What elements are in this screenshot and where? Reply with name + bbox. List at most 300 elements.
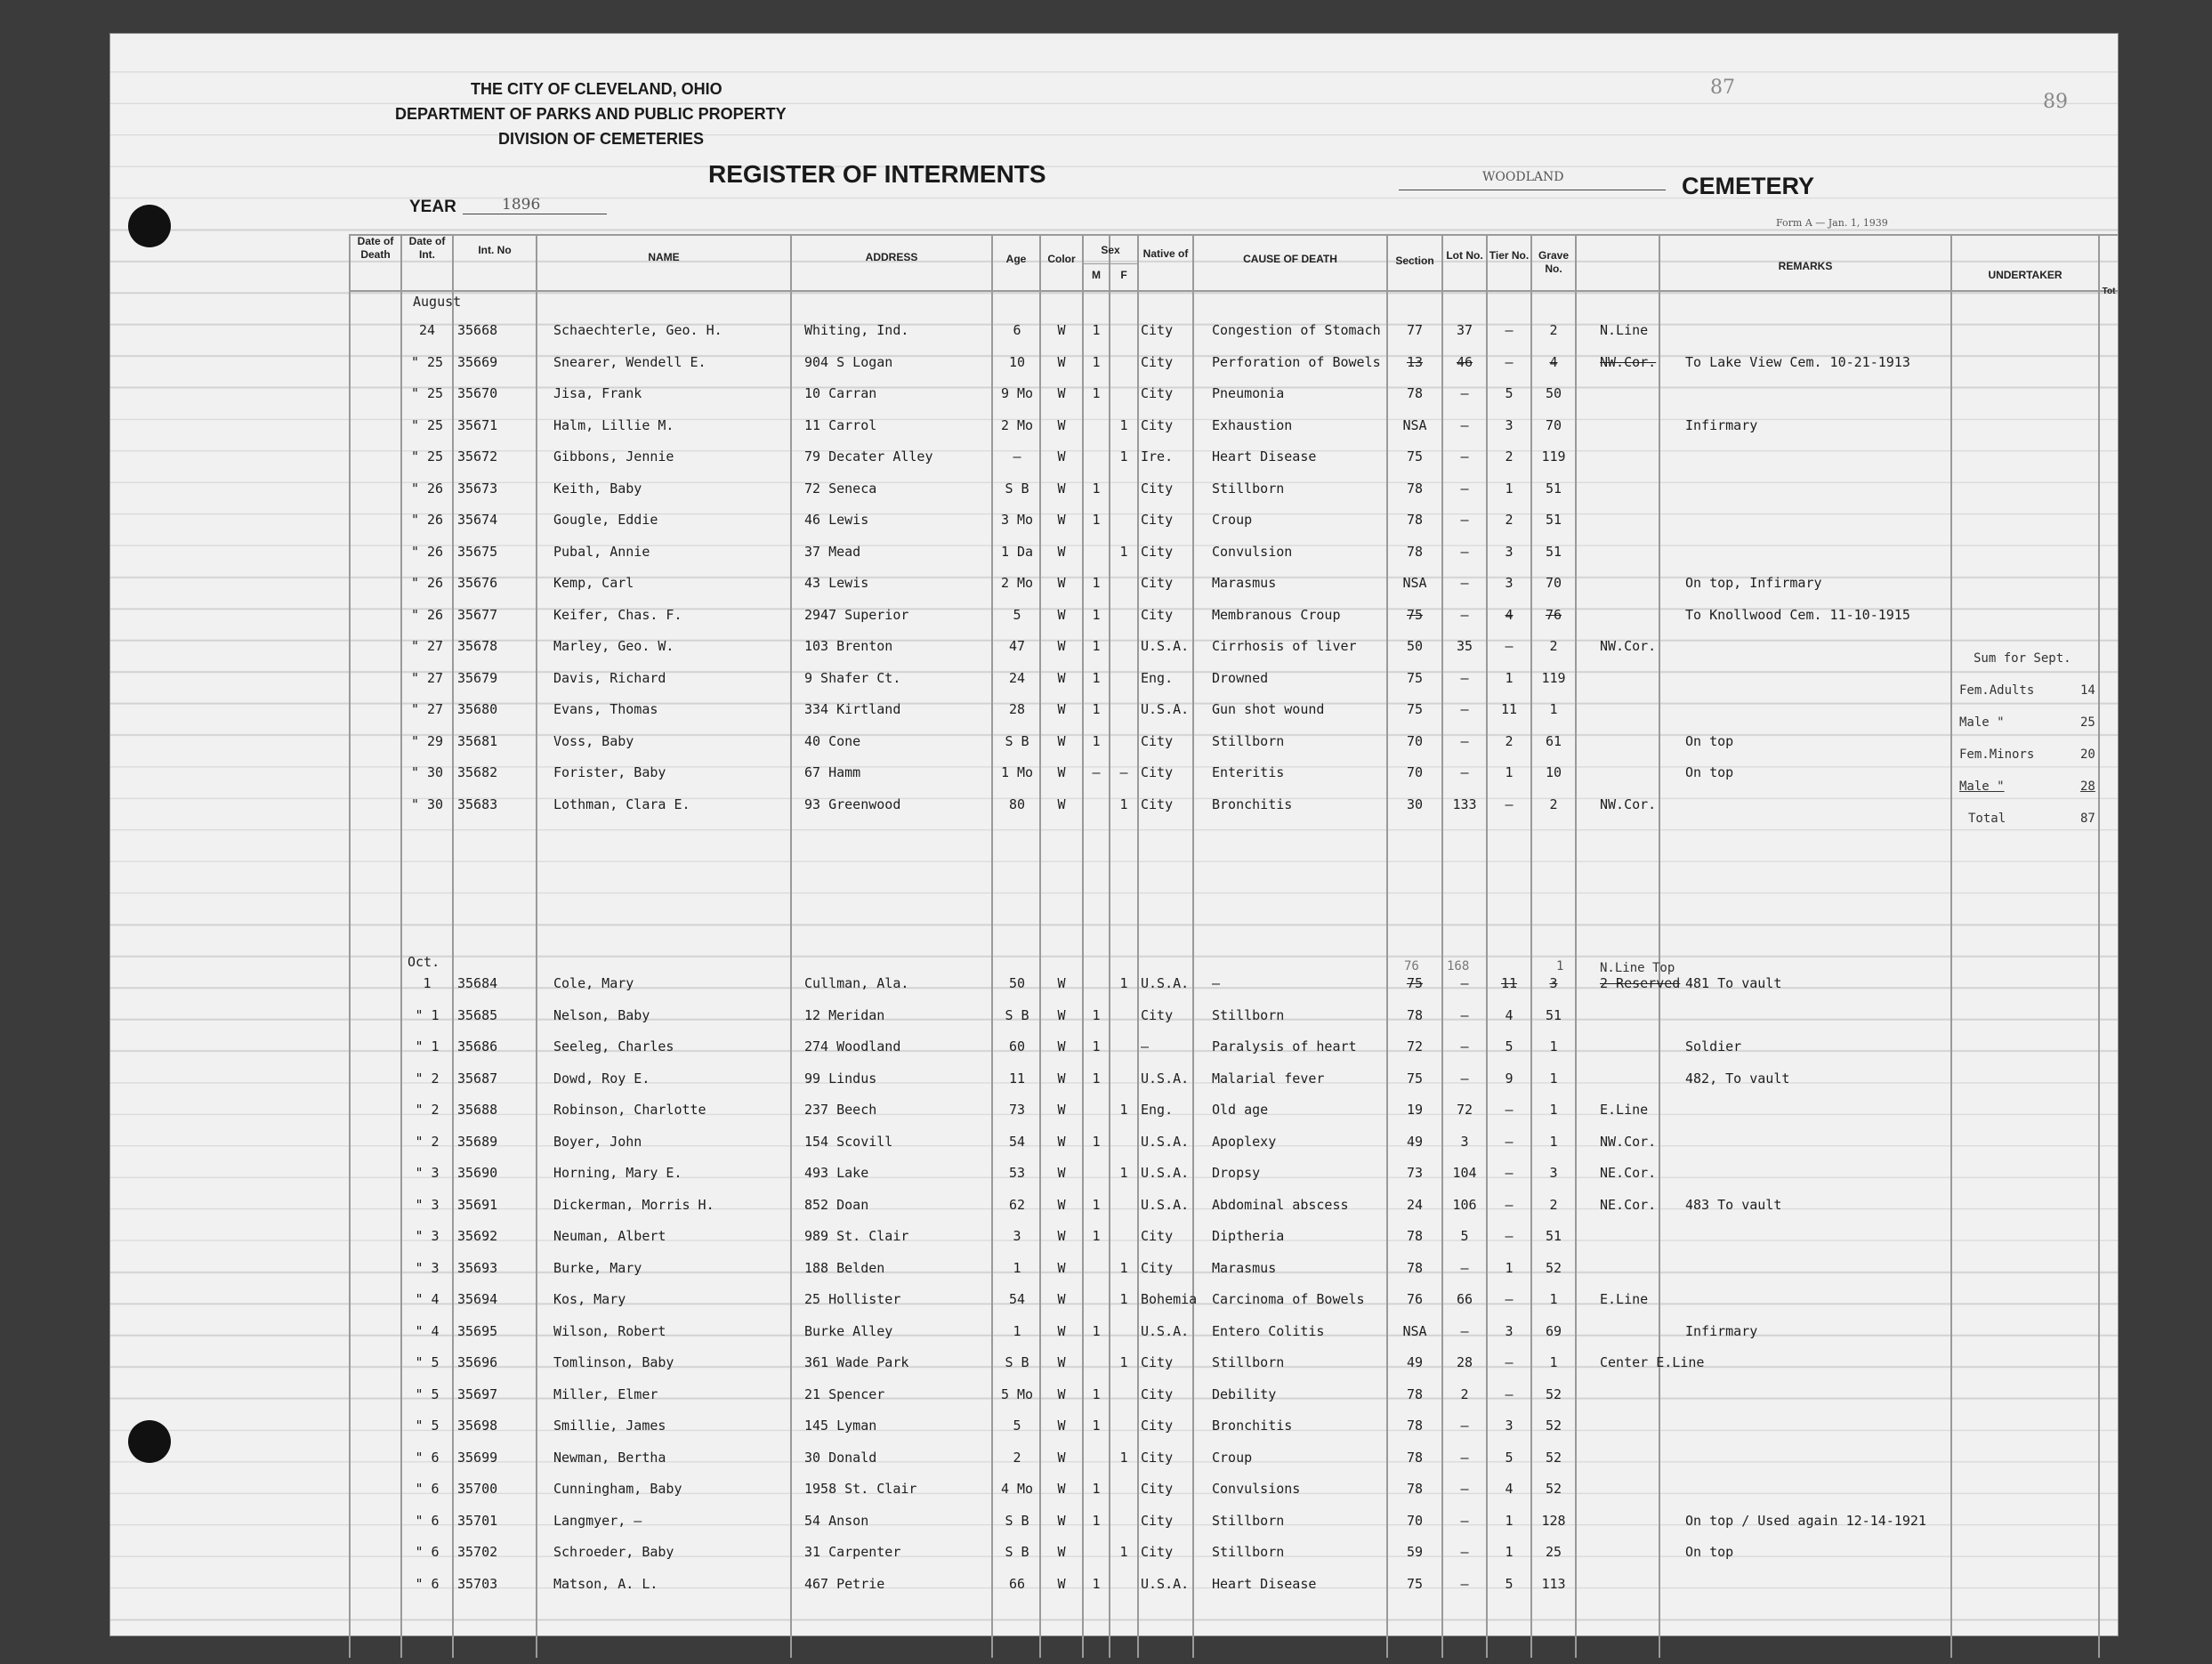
summary-value-4: 28 <box>2080 779 2095 794</box>
cell-grave-no: 2 <box>1549 1196 1558 1213</box>
cell-native-of: U.S.A. <box>1141 1575 1190 1592</box>
cell-int-no: 35699 <box>457 1449 498 1466</box>
cell-sex-m: 1 <box>1092 1512 1101 1529</box>
cell-cause-of-death: Carcinoma of Bowels <box>1212 1291 1365 1307</box>
cell-lot-no: — <box>1460 512 1469 528</box>
cell-color: W <box>1057 1449 1066 1466</box>
table-row <box>110 698 2118 728</box>
cell-address: 145 Lyman <box>804 1418 877 1434</box>
cell-age: 24 <box>1008 669 1026 686</box>
cell-date-of-int: " 26 <box>410 543 444 560</box>
cell-section: 75 <box>1406 701 1424 717</box>
cell-date-of-int: 1 <box>423 975 432 991</box>
cell-grave-location: NW.Cor. <box>1600 638 1657 654</box>
cell-grave-no: 113 <box>1541 1575 1566 1592</box>
cell-address: 31 Carpenter <box>804 1544 901 1560</box>
cell-address: 11 Carrol <box>804 416 877 433</box>
cell-sex-m: 1 <box>1092 575 1101 591</box>
cell-tier-no: 1 <box>1505 1544 1514 1560</box>
cell-sex-f: 1 <box>1119 1544 1128 1560</box>
cell-address: 154 Scovill <box>804 1133 893 1150</box>
cell-grave-no: 1 <box>1549 1291 1558 1307</box>
cell-native-of: Eng. <box>1141 1102 1174 1118</box>
cell-lot-no: — <box>1460 701 1469 717</box>
cell-date-of-int: " 6 <box>415 1449 440 1466</box>
cell-tier-no: 1 <box>1505 480 1514 497</box>
year-label: YEAR <box>409 198 456 216</box>
cell-tier-no: 11 <box>1500 975 1518 991</box>
cell-native-of: City <box>1141 1228 1174 1244</box>
cell-tier-no: 5 <box>1505 1449 1514 1466</box>
cell-lot-no: — <box>1460 1322 1469 1339</box>
cell-cause-of-death: Debility <box>1212 1385 1277 1402</box>
summary-label-1: Fem.Adults <box>1959 683 2035 698</box>
cell-int-no: 35682 <box>457 764 498 780</box>
cell-date-of-int: " 3 <box>415 1165 440 1181</box>
cell-age: S B <box>1005 1512 1029 1529</box>
cell-int-no: 35695 <box>457 1322 498 1339</box>
cell-date-of-int: " 1 <box>415 1038 440 1054</box>
cell-color: W <box>1057 1102 1066 1118</box>
cell-address: 467 Petrie <box>804 1575 885 1592</box>
cell-color: W <box>1057 1006 1066 1023</box>
cell-color: W <box>1057 796 1066 812</box>
cell-age: 47 <box>1008 638 1026 654</box>
table-row <box>110 1098 2118 1128</box>
table-row <box>110 1035 2118 1065</box>
cell-int-no: 35673 <box>457 480 498 497</box>
cell-section: 24 <box>1406 1196 1424 1213</box>
cell-name: Schaechterle, Geo. H. <box>553 322 723 338</box>
cell-grave-location: E.Line <box>1600 1291 1649 1307</box>
cell-lot-no: — <box>1460 575 1469 591</box>
cell-date-of-int: " 2 <box>415 1070 440 1086</box>
cell-cause-of-death: Stillborn <box>1212 1512 1285 1529</box>
cell-name: Tomlinson, Baby <box>553 1354 674 1370</box>
cell-sex-f: 1 <box>1119 1102 1128 1118</box>
cell-color: W <box>1057 416 1066 433</box>
cell-sex-m: 1 <box>1092 1006 1101 1023</box>
cell-date-of-int: " 2 <box>415 1102 440 1118</box>
cell-age: 28 <box>1008 701 1026 717</box>
cell-int-no: 35686 <box>457 1038 498 1054</box>
cell-grave-no: 3 <box>1549 975 1558 991</box>
cell-age: — <box>1013 448 1021 464</box>
cell-int-no: 35680 <box>457 701 498 717</box>
cell-cause-of-death: Bronchitis <box>1212 796 1293 812</box>
cell-age: S B <box>1005 1544 1029 1560</box>
cell-sex-m: 1 <box>1092 322 1101 338</box>
col-partial: Tot <box>2102 287 2116 296</box>
col-lot-no: Lot No. <box>1446 249 1483 262</box>
cell-sex-f: 1 <box>1119 1259 1128 1276</box>
cell-color: W <box>1057 701 1066 717</box>
cell-lot-no: — <box>1460 543 1469 560</box>
cell-date-of-int: " 6 <box>415 1544 440 1560</box>
cell-tier-no: 5 <box>1505 385 1514 401</box>
cell-color: W <box>1057 1133 1066 1150</box>
cell-age: 66 <box>1008 1575 1026 1592</box>
cell-int-no: 35696 <box>457 1354 498 1370</box>
cell-native-of: City <box>1141 1512 1174 1529</box>
cell-cause-of-death: Congestion of Stomach <box>1212 322 1381 338</box>
cell-grave-no: 51 <box>1545 512 1562 528</box>
cell-color: W <box>1057 1228 1066 1244</box>
cell-color: W <box>1057 669 1066 686</box>
cell-address: 40 Cone <box>804 732 861 749</box>
cell-lot-no: — <box>1460 764 1469 780</box>
cell-int-no: 35687 <box>457 1070 498 1086</box>
cell-color: W <box>1057 1575 1066 1592</box>
cell-date-of-int: " 6 <box>415 1481 440 1497</box>
cell-color: W <box>1057 1418 1066 1434</box>
cell-section: NSA <box>1402 416 1427 433</box>
cell-native-of: City <box>1141 606 1174 623</box>
cell-date-of-int: " 5 <box>415 1385 440 1402</box>
cell-sex-m: 1 <box>1092 732 1101 749</box>
col-undertaker: UNDERTAKER <box>1988 269 2063 281</box>
cell-section: 78 <box>1406 1418 1424 1434</box>
col-sex-m: M <box>1092 269 1101 281</box>
cell-section: 78 <box>1406 1385 1424 1402</box>
cell-sex-m: 1 <box>1092 1418 1101 1434</box>
cell-cause-of-death: Apoplexy <box>1212 1133 1277 1150</box>
col-address: ADDRESS <box>865 251 918 263</box>
cell-name: Lothman, Clara E. <box>553 796 690 812</box>
table-row <box>110 666 2118 697</box>
table-row <box>110 1130 2118 1160</box>
cell-lot-no: — <box>1460 1418 1469 1434</box>
col-grave-no: Grave No. <box>1538 249 1570 275</box>
cell-remarks: 483 To vault <box>1685 1196 1782 1213</box>
table-row <box>110 1224 2118 1255</box>
form-number: Form A — Jan. 1, 1939 <box>1776 217 1888 229</box>
cell-age: 5 <box>1013 1418 1021 1434</box>
cell-section: 78 <box>1406 512 1424 528</box>
cell-cause-of-death: Membranous Croup <box>1212 606 1341 623</box>
cell-int-no: 35670 <box>457 385 498 401</box>
cell-address: Whiting, Ind. <box>804 322 909 338</box>
cell-lot-no: 104 <box>1452 1165 1477 1181</box>
cell-sex-f: — <box>1119 764 1128 780</box>
cell-cause-of-death: Drowned <box>1212 669 1269 686</box>
cell-address: 46 Lewis <box>804 512 869 528</box>
cell-age: 54 <box>1008 1133 1026 1150</box>
cell-section: 59 <box>1406 1544 1424 1560</box>
cell-lot-no: 106 <box>1452 1196 1477 1213</box>
cell-sex-m: 1 <box>1092 1322 1101 1339</box>
col-sex-f: F <box>1120 269 1127 281</box>
cell-grave-location: N.Line <box>1600 322 1649 338</box>
cell-name: Nelson, Baby <box>553 1006 650 1023</box>
cell-remarks: On top <box>1685 764 1734 780</box>
cell-cause-of-death: Malarial fever <box>1212 1070 1325 1086</box>
cell-name: Keifer, Chas. F. <box>553 606 682 623</box>
cell-remarks: On top <box>1685 732 1734 749</box>
cell-address: 12 Meridan <box>804 1006 885 1023</box>
cell-lot-no: — <box>1460 480 1469 497</box>
cell-grave-no: 76 <box>1545 606 1562 623</box>
cell-grave-no: 70 <box>1545 575 1562 591</box>
cell-remarks: On top, Infirmary <box>1685 575 1822 591</box>
page-mark-left: 87 <box>1710 77 1735 99</box>
cell-lot-no: — <box>1460 606 1469 623</box>
cell-native-of: City <box>1141 1385 1174 1402</box>
cell-age: 73 <box>1008 1102 1026 1118</box>
cell-address: 67 Hamm <box>804 764 861 780</box>
cell-age: 60 <box>1008 1038 1026 1054</box>
cell-cause-of-death: — <box>1212 975 1221 991</box>
cell-grave-location: NE.Cor. <box>1600 1196 1657 1213</box>
cell-tier-no: 1 <box>1505 669 1514 686</box>
table-row <box>110 382 2118 412</box>
cell-tier-no: — <box>1505 638 1514 654</box>
cell-sex-f: 1 <box>1119 543 1128 560</box>
table-row <box>110 508 2118 538</box>
cell-grave-no: 1 <box>1549 1038 1558 1054</box>
cell-native-of: City <box>1141 1449 1174 1466</box>
cell-cause-of-death: Abdominal abscess <box>1212 1196 1349 1213</box>
cell-lot-no: 5 <box>1460 1228 1469 1244</box>
cell-name: Kemp, Carl <box>553 575 634 591</box>
cell-int-no: 35674 <box>457 512 498 528</box>
cell-name: Marley, Geo. W. <box>553 638 674 654</box>
cell-date-of-int: " 5 <box>415 1354 440 1370</box>
cell-int-no: 35671 <box>457 416 498 433</box>
cell-date-of-int: " 6 <box>415 1575 440 1592</box>
table-row <box>110 634 2118 665</box>
cell-date-of-int: " 5 <box>415 1418 440 1434</box>
cell-age: 1 <box>1013 1259 1021 1276</box>
cell-name: Jisa, Frank <box>553 385 642 401</box>
cell-grave-location: Center E.Line <box>1600 1354 1705 1370</box>
cell-date-of-int: " 4 <box>415 1322 440 1339</box>
cell-section: 13 <box>1406 353 1424 370</box>
cell-tier-no: 3 <box>1505 416 1514 433</box>
cell-tier-no: — <box>1505 353 1514 370</box>
cell-native-of: — <box>1141 1038 1150 1054</box>
cell-color: W <box>1057 1070 1066 1086</box>
cell-name: Gibbons, Jennie <box>553 448 674 464</box>
cell-native-of: City <box>1141 1418 1174 1434</box>
cell-tier-no: — <box>1505 1133 1514 1150</box>
cell-lot-no: — <box>1460 1575 1469 1592</box>
cell-tier-no: 3 <box>1505 543 1514 560</box>
cell-age: 5 <box>1013 606 1021 623</box>
table-row <box>110 1477 2118 1507</box>
cell-color: W <box>1057 448 1066 464</box>
cell-native-of: U.S.A. <box>1141 975 1190 991</box>
table-row <box>110 445 2118 475</box>
cell-address: 2947 Superior <box>804 606 909 623</box>
cell-date-of-int: " 25 <box>410 353 444 370</box>
cell-int-no: 35694 <box>457 1291 498 1307</box>
cell-color: W <box>1057 1291 1066 1307</box>
cell-grave-location: NW.Cor. <box>1600 353 1657 370</box>
cell-remarks: Infirmary <box>1685 416 1758 433</box>
cell-tier-no: 11 <box>1500 701 1518 717</box>
cell-tier-no: 3 <box>1505 1418 1514 1434</box>
cell-name: Horning, Mary E. <box>553 1165 682 1181</box>
cell-native-of: City <box>1141 416 1174 433</box>
cell-lot-no: 35 <box>1456 638 1473 654</box>
cell-native-of: Eng. <box>1141 669 1174 686</box>
cell-tier-no: — <box>1505 1354 1514 1370</box>
cell-grave-no: 2 <box>1549 796 1558 812</box>
table-row <box>110 1320 2118 1350</box>
col-native-of: Native of <box>1142 247 1189 260</box>
table-row <box>110 1446 2118 1476</box>
col-age: Age <box>1005 253 1027 265</box>
cell-name: Cole, Mary <box>553 975 634 991</box>
cell-cause-of-death: Stillborn <box>1212 1006 1285 1023</box>
cell-grave-no: 52 <box>1545 1481 1562 1497</box>
cell-color: W <box>1057 512 1066 528</box>
cell-cause-of-death: Stillborn <box>1212 1544 1285 1560</box>
cell-name: Dickerman, Morris H. <box>553 1196 714 1213</box>
cell-section: 78 <box>1406 480 1424 497</box>
cell-date-of-int: " 27 <box>410 669 444 686</box>
cell-date-of-int: " 26 <box>410 480 444 497</box>
cell-native-of: City <box>1141 732 1174 749</box>
cell-section: 75 <box>1406 1070 1424 1086</box>
cell-color: W <box>1057 385 1066 401</box>
cell-cause-of-death: Exhaustion <box>1212 416 1293 433</box>
summary-value-3: 20 <box>2080 747 2095 762</box>
cell-grave-no: 10 <box>1545 764 1562 780</box>
col-date-of-death: Date of Death <box>357 235 394 261</box>
table-row <box>110 319 2118 349</box>
cell-sex-m: 1 <box>1092 1133 1101 1150</box>
cell-lot-no: — <box>1460 1038 1469 1054</box>
cell-native-of: City <box>1141 543 1174 560</box>
cell-tier-no: — <box>1505 796 1514 812</box>
overwrite-section: 76 <box>1404 959 1419 973</box>
cell-cause-of-death: Marasmus <box>1212 575 1277 591</box>
cell-native-of: U.S.A. <box>1141 1196 1190 1213</box>
cell-tier-no: 4 <box>1505 1006 1514 1023</box>
col-date-of-int: Date of Int. <box>408 235 446 261</box>
cell-int-no: 35684 <box>457 975 498 991</box>
cell-tier-no: 2 <box>1505 512 1514 528</box>
cell-section: 75 <box>1406 669 1424 686</box>
cell-lot-no: 46 <box>1456 353 1473 370</box>
overwrite-grave: 1 <box>1556 959 1564 973</box>
table-row <box>110 1414 2118 1444</box>
cell-lot-no: — <box>1460 1070 1469 1086</box>
cell-name: Pubal, Annie <box>553 543 650 560</box>
cell-int-no: 35669 <box>457 353 498 370</box>
cell-color: W <box>1057 1544 1066 1560</box>
cell-address: 43 Lewis <box>804 575 869 591</box>
cell-sex-m: 1 <box>1092 353 1101 370</box>
cell-name: Davis, Richard <box>553 669 666 686</box>
cell-remarks: To Lake View Cem. 10-21-1913 <box>1685 353 1910 370</box>
cell-lot-no: — <box>1460 732 1469 749</box>
cell-address: Cullman, Ala. <box>804 975 909 991</box>
cell-section: 78 <box>1406 1449 1424 1466</box>
cell-color: W <box>1057 1038 1066 1054</box>
cell-name: Voss, Baby <box>553 732 634 749</box>
cell-date-of-int: " 25 <box>410 416 444 433</box>
cell-cause-of-death: Gun shot wound <box>1212 701 1325 717</box>
cemetery-label: CEMETERY <box>1682 173 1815 199</box>
table-row <box>110 1193 2118 1224</box>
cell-age: 2 Mo <box>1000 416 1034 433</box>
cell-grave-no: 52 <box>1545 1259 1562 1276</box>
cell-lot-no: — <box>1460 1006 1469 1023</box>
cell-address: 37 Mead <box>804 543 861 560</box>
cell-sex-m: — <box>1092 764 1101 780</box>
cell-address: 30 Donald <box>804 1449 877 1466</box>
cell-lot-no: — <box>1460 1481 1469 1497</box>
cell-section: 78 <box>1406 1259 1424 1276</box>
table-row <box>110 1161 2118 1191</box>
cell-name: Cunningham, Baby <box>553 1481 682 1497</box>
cell-color: W <box>1057 1165 1066 1181</box>
cell-section: NSA <box>1402 1322 1427 1339</box>
department-heading: DEPARTMENT OF PARKS AND PUBLIC PROPERTY <box>395 105 787 123</box>
cell-section: 50 <box>1406 638 1424 654</box>
cell-grave-no: 128 <box>1541 1512 1566 1529</box>
cell-tier-no: 1 <box>1505 1259 1514 1276</box>
cell-color: W <box>1057 975 1066 991</box>
cell-int-no: 35681 <box>457 732 498 749</box>
cell-lot-no: — <box>1460 416 1469 433</box>
cell-color: W <box>1057 1322 1066 1339</box>
cell-age: 62 <box>1008 1196 1026 1213</box>
cell-native-of: Bohemia <box>1141 1291 1198 1307</box>
cell-remarks: Soldier <box>1685 1038 1742 1054</box>
cell-date-of-int: " 6 <box>415 1512 440 1529</box>
cell-address: 493 Lake <box>804 1165 869 1181</box>
cell-age: 3 <box>1013 1228 1021 1244</box>
cell-cause-of-death: Croup <box>1212 1449 1253 1466</box>
overwrite-location: N.Line Top <box>1600 961 1675 975</box>
cell-int-no: 35691 <box>457 1196 498 1213</box>
cell-int-no: 35690 <box>457 1165 498 1181</box>
division-heading: DIVISION OF CEMETERIES <box>498 130 705 148</box>
cell-age: 80 <box>1008 796 1026 812</box>
summary-title: Sum for Sept. <box>1974 651 2071 666</box>
cell-grave-no: 4 <box>1549 353 1558 370</box>
cell-address: 1958 St. Clair <box>804 1481 917 1497</box>
cell-date-of-int: " 26 <box>410 575 444 591</box>
cell-grave-no: 1 <box>1549 701 1558 717</box>
summary-value-5: 87 <box>2080 812 2095 826</box>
cell-lot-no: — <box>1460 448 1469 464</box>
cell-remarks: On top <box>1685 1544 1734 1560</box>
col-cause-of-death: CAUSE OF DEATH <box>1243 253 1337 265</box>
cell-lot-no: 133 <box>1452 796 1477 812</box>
cell-tier-no: 2 <box>1505 448 1514 464</box>
cell-age: 3 Mo <box>1000 512 1034 528</box>
cell-native-of: City <box>1141 322 1174 338</box>
cell-name: Seeleg, Charles <box>553 1038 674 1054</box>
overwrite-lot: 168 <box>1447 959 1470 973</box>
cell-grave-no: 119 <box>1541 669 1566 686</box>
cell-section: 75 <box>1406 975 1424 991</box>
cell-address: 274 Woodland <box>804 1038 901 1054</box>
cell-date-of-int: " 25 <box>410 448 444 464</box>
cell-address: 72 Seneca <box>804 480 877 497</box>
cell-color: W <box>1057 764 1066 780</box>
cell-sex-m: 1 <box>1092 512 1101 528</box>
cell-sex-m: 1 <box>1092 1385 1101 1402</box>
cell-remarks: On top / Used again 12-14-1921 <box>1685 1512 1926 1529</box>
cell-section: 72 <box>1406 1038 1424 1054</box>
cell-date-of-int: " 2 <box>415 1133 440 1150</box>
